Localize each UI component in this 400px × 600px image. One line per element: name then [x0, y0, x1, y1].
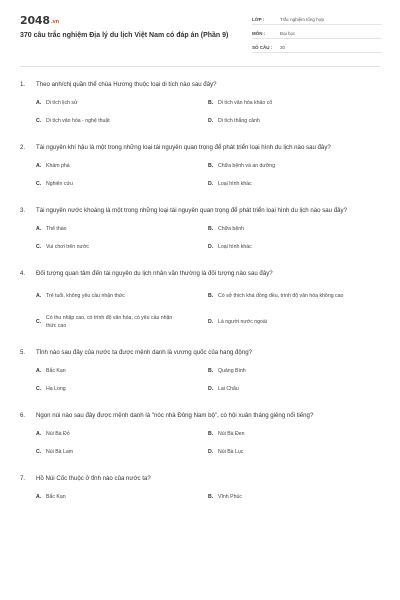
meta-row-count: [252, 42, 382, 53]
meta-value: Trắc nghiệm tổng hợp: [280, 16, 325, 22]
option-letter: A.: [36, 368, 42, 374]
option-letter: B.: [208, 368, 214, 374]
question-5: [20, 348, 380, 401]
option-letter: C.: [36, 386, 42, 392]
option-text: Di tích văn hóa khảo cổ: [218, 100, 273, 106]
option-a[interactable]: [36, 286, 208, 306]
option-a[interactable]: [36, 365, 208, 377]
logo-suffix: .vn: [50, 19, 59, 25]
option-d[interactable]: [208, 383, 380, 395]
question-number: 7.: [20, 475, 26, 482]
option-text: Bắc Kạn: [46, 368, 66, 374]
option-d[interactable]: [208, 312, 380, 332]
option-text: Hạ Long: [46, 386, 66, 392]
question-text: Ngọn núi nào sau đây được mệnh danh là "nóc nhà Đông Nam bộ", có hội xuân tháng giêng nổi tiếng?: [36, 412, 314, 419]
option-letter: A.: [36, 226, 42, 232]
question-1: [20, 80, 380, 133]
option-a[interactable]: [36, 160, 208, 172]
site-logo[interactable]: 2048.vn: [20, 14, 59, 27]
option-a[interactable]: [36, 491, 208, 503]
question-text: Đối tượng quan tâm đến tài nguyên du lịch nhân văn thường là đối tượng nào sau đây?: [36, 270, 273, 277]
option-letter: B.: [208, 163, 214, 169]
option-text: Di tích thắng cảnh: [218, 118, 260, 124]
option-d[interactable]: [208, 178, 380, 190]
option-letter: C.: [36, 319, 42, 325]
meta-key: MÔN :: [252, 30, 266, 36]
document-header: [0, 0, 400, 62]
option-text: Thể thao: [46, 226, 67, 232]
option-letter: C.: [36, 244, 42, 250]
option-a[interactable]: [36, 223, 208, 235]
option-letter: D.: [208, 244, 214, 250]
question-list: [20, 80, 380, 519]
question-text: Tỉnh nào sau đây của nước ta được mệnh danh là vương quốc của hang động?: [36, 349, 252, 356]
option-b[interactable]: [208, 97, 380, 109]
question-3: [20, 206, 380, 259]
option-c[interactable]: [36, 115, 208, 127]
option-a[interactable]: [36, 428, 208, 440]
option-letter: C.: [36, 181, 42, 187]
option-d[interactable]: [208, 446, 380, 458]
option-b[interactable]: [208, 428, 380, 440]
question-number: 5.: [20, 349, 26, 356]
option-letter: D.: [208, 449, 214, 455]
option-d[interactable]: [208, 115, 380, 127]
question-7: [20, 474, 380, 509]
meta-info: [252, 14, 382, 56]
option-letter: B.: [208, 100, 214, 106]
meta-key: LỚP :: [252, 16, 265, 22]
question-number: 6.: [20, 412, 26, 419]
question-4: [20, 269, 380, 338]
meta-key: SỐ CÂU :: [252, 44, 273, 50]
question-text: Tài nguyên nước khoáng là một trong những loại tài nguyên quan trọng để phát triển loại hình du lịch nào sau đây?: [36, 207, 347, 214]
option-text: Vui chơi trên nước: [46, 244, 89, 250]
option-text: Núi Bà Lam: [46, 449, 74, 455]
option-text: Bắc Kạn: [46, 494, 66, 500]
option-text: Nghiên cứu: [46, 181, 73, 187]
meta-row-class: [252, 14, 382, 25]
option-letter: D.: [208, 319, 214, 325]
option-letter: B.: [208, 494, 214, 500]
option-letter: A.: [36, 293, 42, 299]
option-text: Quảng Bình: [218, 368, 246, 374]
option-b[interactable]: [208, 160, 380, 172]
option-b[interactable]: [208, 365, 380, 377]
question-number: 2.: [20, 144, 26, 151]
option-text: Di tích lịch sử: [46, 100, 78, 106]
option-letter: B.: [208, 226, 214, 232]
option-text: Khám phá: [46, 163, 70, 169]
question-2: [20, 143, 380, 196]
question-text: Tài nguyên khí hậu là một trong những loại tài nguyên quan trọng để phát triển loại hình du lịch nào sau đây?: [36, 144, 331, 151]
option-letter: D.: [208, 118, 214, 124]
question-text: Theo anh/chị quần thể chùa Hương thuộc loại di tích nào sau đây?: [36, 81, 217, 88]
option-text: Chữa bệnh và an dưỡng: [218, 163, 276, 169]
option-letter: A.: [36, 494, 42, 500]
option-letter: D.: [208, 181, 214, 187]
option-text: Lai Châu: [218, 386, 239, 392]
option-text: Loại hình khác: [218, 244, 252, 250]
meta-value: 30: [280, 44, 286, 50]
option-c[interactable]: [36, 178, 208, 190]
question-number: 1.: [20, 81, 26, 88]
option-letter: B.: [208, 431, 214, 437]
document-title: 370 câu trắc nghiệm Địa lý du lịch Việt Nam có đáp án (Phần 9): [20, 32, 229, 39]
question-number: 4.: [20, 270, 26, 277]
option-letter: C.: [36, 449, 42, 455]
option-b[interactable]: [208, 223, 380, 235]
option-text: Di tích văn hóa - nghệ thuật: [46, 118, 110, 124]
option-text: Có sở thích khá đồng đều, trình độ văn hóa không cao: [218, 293, 344, 299]
option-d[interactable]: [208, 241, 380, 253]
option-b[interactable]: [208, 491, 380, 503]
option-text: Chữa bệnh: [218, 226, 244, 232]
option-text: Trẻ tuổi, không yêu cầu nhận thức: [46, 293, 125, 299]
option-text: Là người nước ngoài: [218, 319, 267, 325]
option-c[interactable]: [36, 241, 208, 253]
header-divider: [20, 66, 380, 67]
option-b[interactable]: [208, 286, 380, 306]
option-text: Núi Bà Đỏ: [46, 431, 70, 437]
option-text: Vĩnh Phúc: [218, 494, 242, 500]
option-c[interactable]: [36, 446, 208, 458]
option-text: Núi Bà Đen: [218, 431, 245, 437]
option-c[interactable]: [36, 383, 208, 395]
meta-row-subject: [252, 28, 382, 39]
option-letter: B.: [208, 293, 214, 299]
question-6: [20, 411, 380, 464]
option-letter: A.: [36, 100, 42, 106]
option-letter: A.: [36, 163, 42, 169]
meta-value: Đại học: [280, 30, 296, 36]
option-letter: A.: [36, 431, 42, 437]
question-number: 3.: [20, 207, 26, 214]
option-a[interactable]: [36, 97, 208, 109]
option-letter: C.: [36, 118, 42, 124]
option-text: Loại hình khác: [218, 181, 252, 187]
option-text: Có thu nhập cao, có trình độ văn hóa, có yêu cầu nhận thức cao: [46, 315, 173, 329]
question-text: Hồ Núi Cốc thuộc ở tỉnh nào của nước ta?: [36, 475, 151, 482]
option-c[interactable]: [36, 312, 208, 332]
option-text: Núi Bà Lục: [218, 449, 244, 455]
option-letter: D.: [208, 386, 214, 392]
